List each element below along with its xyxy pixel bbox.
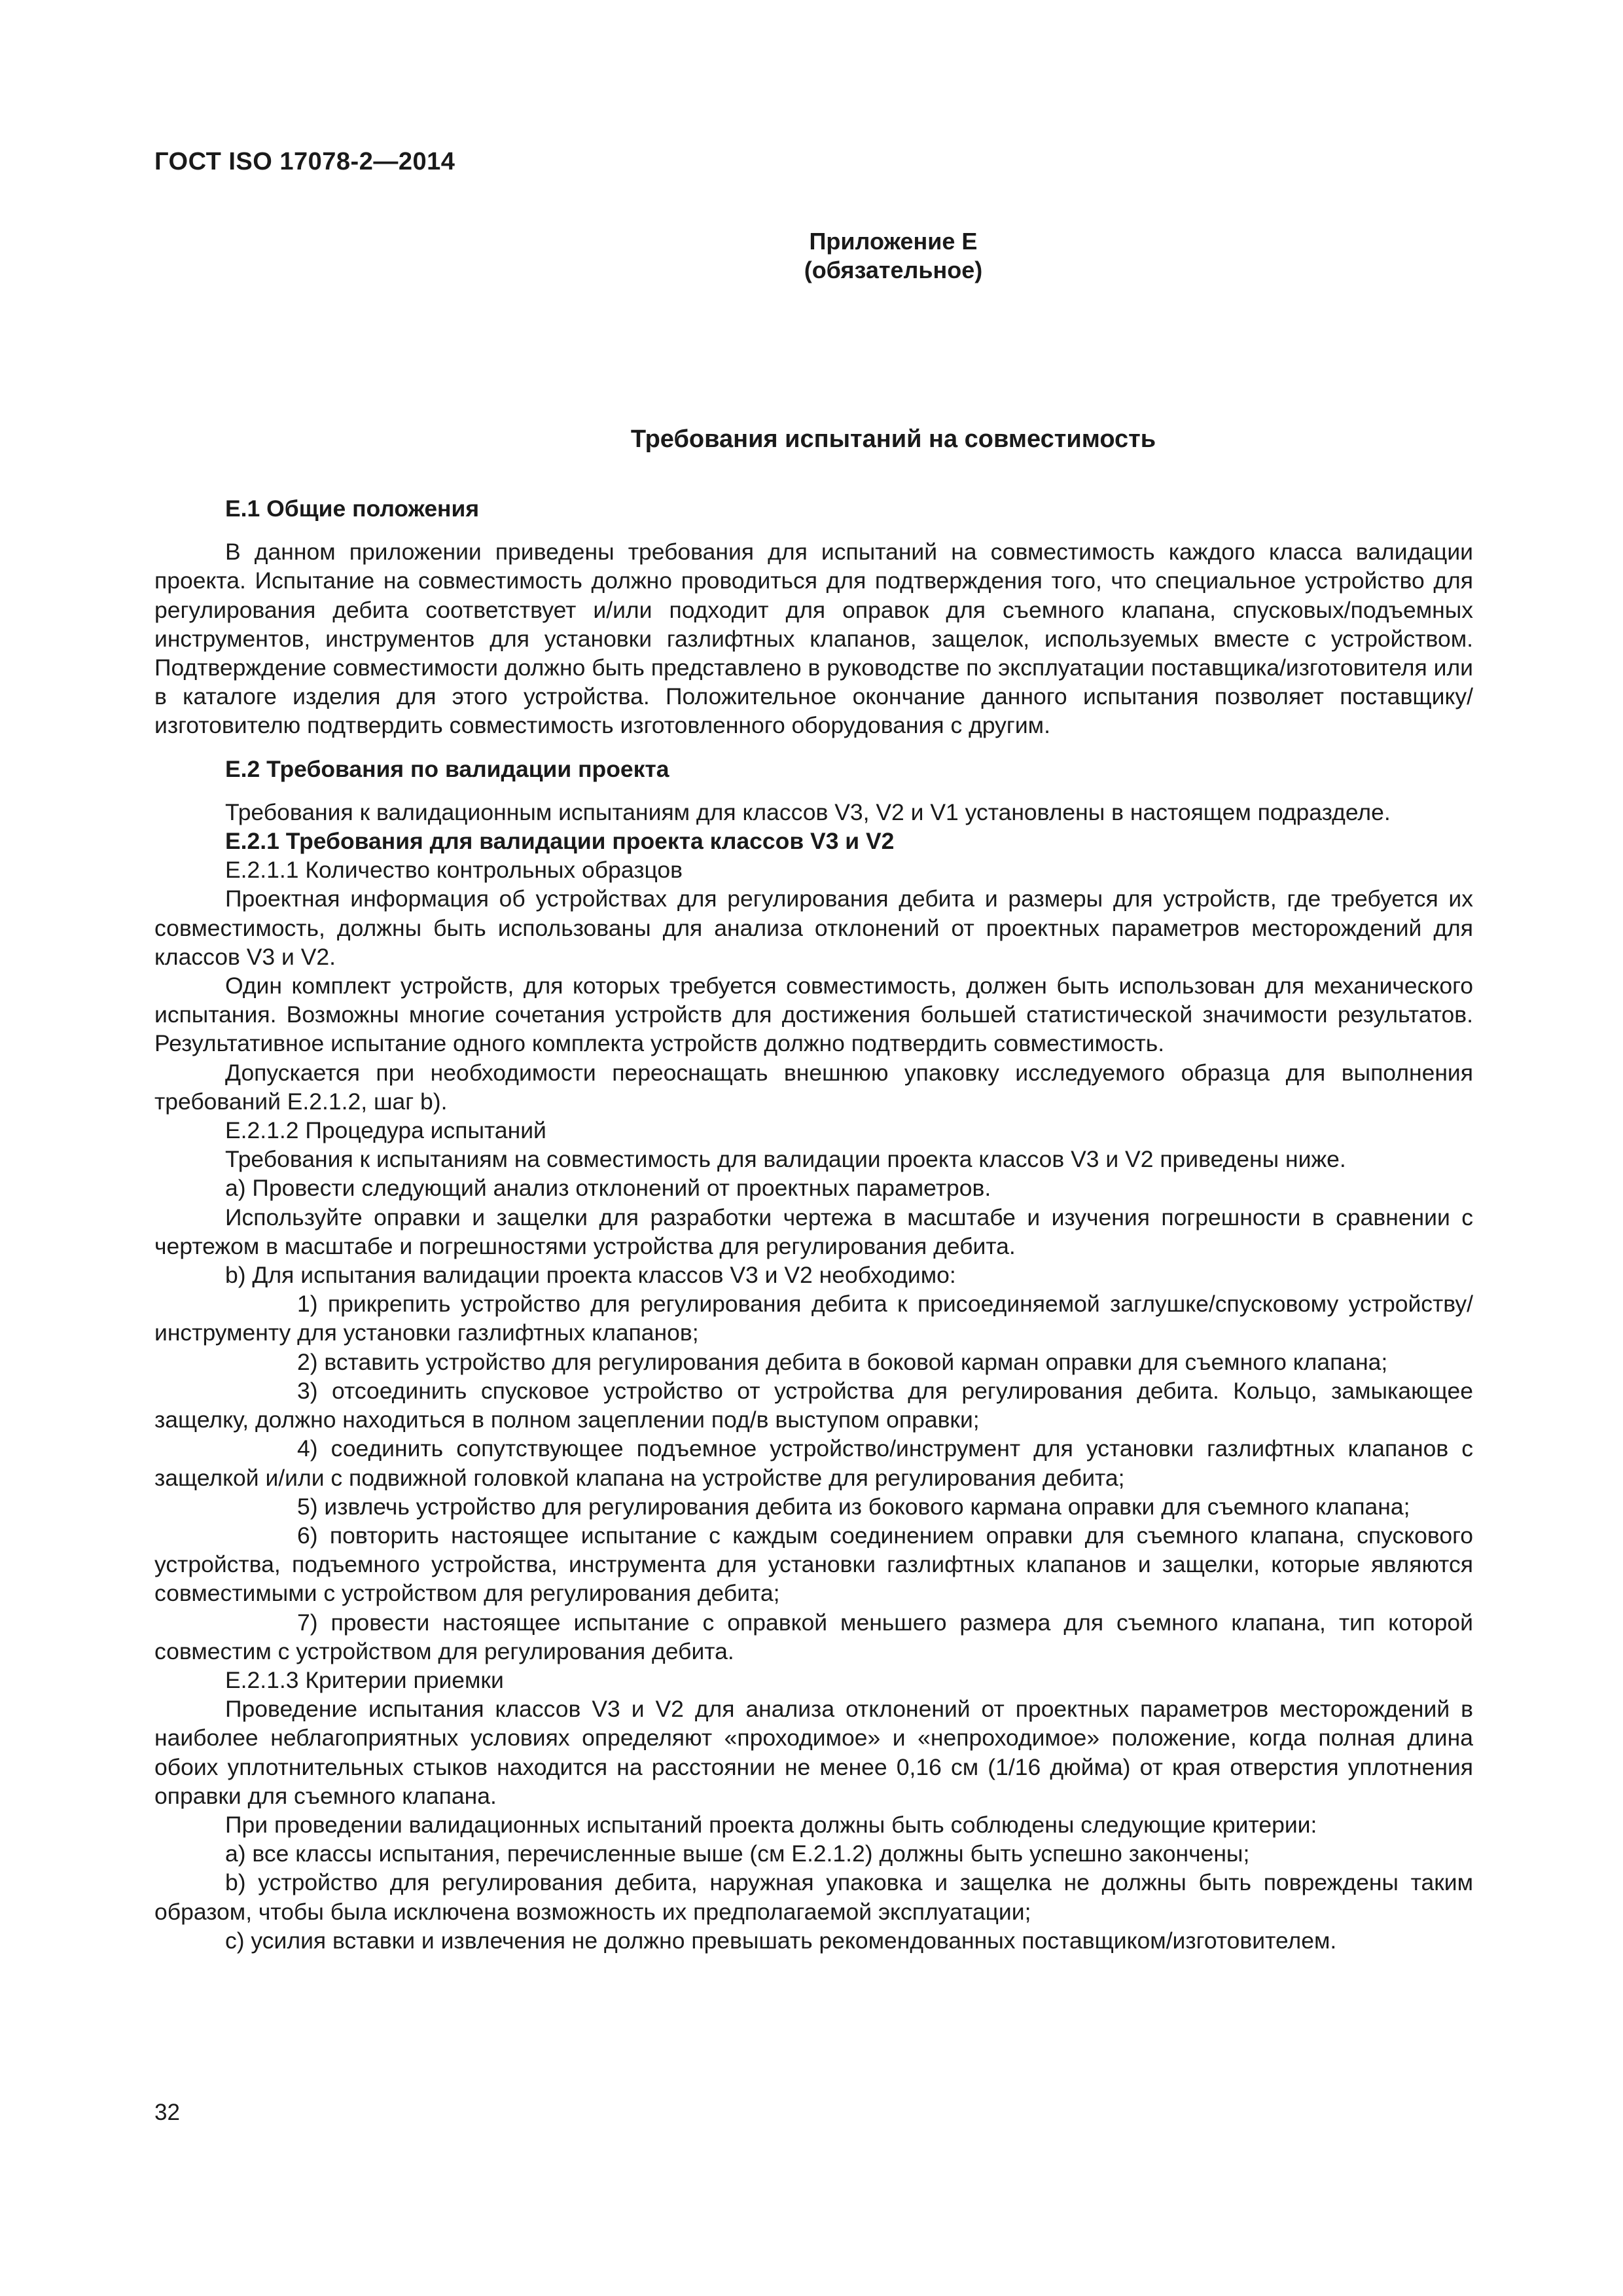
document-code-header: ГОСТ ISO 17078-2—2014 (154, 148, 455, 175)
annex-main-title: Требования испытаний на совместимость (630, 425, 1156, 453)
subsection-heading-e21: Е.2.1 Требования для валидации проекта классов V3 и V2 (225, 828, 895, 855)
paragraph-criteria-intro: При проведении валидационных испытаний проекта должны быть соблюдены следующие критерии: (225, 1811, 1317, 1838)
paragraph-device-set: Один комплект устройств, для которых требуется совместимость, должен быть использован для механического испытания. Возможны многие сочетания устройств для достижения большей статистической значимости результатов. Результативное испытание одного комплекта устройств должно подтвердить совместимость. (154, 973, 1473, 1057)
list-step-1: 1) прикрепить устройство для регулирования дебита к присоединяемой заглушке/спусковому устройству/инструменту для установки газлифтных клапанов; (154, 1291, 1473, 1346)
section-heading-e1: Е.1 Общие положения (225, 495, 480, 522)
list-step-7: 7) провести настоящее испытание с оправкой меньшего размера для съемного клапана, тип которой совместим с устройством для регулирования дебита. (154, 1609, 1473, 1664)
list-step-3: 3) отсоединить спусковое устройство от устройства для регулирования дебита. Кольцо, замыкающее защелку, должно находиться в полном зацеплении под/в выступом оправки; (154, 1377, 1473, 1433)
subsection-heading-e213: Е.2.1.3 Критерии приемки (225, 1666, 504, 1693)
criteria-item-c: с) усилия вставки и извлечения не должно превышать рекомендованных поставщиком/изготовителем. (225, 1927, 1337, 1954)
subsection-heading-e212: Е.2.1.2 Процедура испытаний (225, 1117, 546, 1144)
annex-status: (обязательное) (804, 257, 983, 283)
subsection-heading-e211: Е.2.1.1 Количество контрольных образцов (225, 857, 683, 884)
paragraph-drawing-analysis: Используйте оправки и защелки для разработки чертежа в масштабе и изучения погрешности в сравнении с чертежом в масштабе и погрешностями устройства для регулирования дебита. (154, 1204, 1473, 1259)
list-step-5: 5) извлечь устройство для регулирования дебита из бокового кармана оправки для съемного клапана; (297, 1493, 1410, 1520)
paragraph-design-info: Проектная информация об устройствах для регулирования дебита и размеры для устройств, где требуется их совместимость, должны быть использованы для анализа отклонений от проектных параметров месторождений для классов V3 и V2. (154, 886, 1473, 970)
list-step-2: 2) вставить устройство для регулирования дебита в боковой карман оправки для съемного клапана; (297, 1348, 1388, 1375)
list-step-6: 6) повторить настоящее испытание с каждым соединением оправки для съемного клапана, спускового устройства, подъемного устройства, инструмента для установки газлифтных клапанов и защелки, которые являются совместимыми с устройством для регулирования дебита; (154, 1522, 1473, 1607)
list-item-b: b) Для испытания валидации проекта классов V3 и V2 необходимо: (225, 1262, 956, 1289)
list-step-4: 4) соединить сопутствующее подъемное устройство/инструмент для установки газлифтных клапанов с защелкой и/или с подвижной головкой клапана на устройстве для регулирования дебита; (154, 1435, 1473, 1491)
paragraph-e1-general: В данном приложении приведены требования для испытаний на совместимость каждого класса валидации проекта. Испытание на совместимость должно проводиться для подтверждения того, что специальное устройство для регулирования дебита соответствует и/или подходит для оправок для съемного клапана, спусковых/подъемных инструментов, инструментов для установки газлифтных клапанов, защелок, используемых вместе с устройством. Подтверждение совместимости должно быть представлено в руководстве по эксплуатации поставщика/изготовителя или в каталоге изделия для этого устройства. Положительное окончание данного испытания позволяет поставщику/изготовителю подтвердить совместимость изготовленного оборудования с другим. (154, 539, 1473, 739)
criteria-item-a: а) все классы испытания, перечисленные выше (см Е.2.1.2) должны быть успешно закончены; (225, 1840, 1250, 1867)
paragraph-repackaging: Допускается при необходимости переоснащать внешнюю упаковку исследуемого образца для выполнения требований Е.2.1.2, шаг b). (154, 1059, 1473, 1115)
section-heading-e2: Е.2 Требования по валидации проекта (225, 755, 669, 782)
paragraph-test-requirements: Требования к испытаниям на совместимость для валидации проекта классов V3 и V2 приведены ниже. (225, 1146, 1346, 1173)
page-number: 32 (154, 2100, 180, 2125)
paragraph-acceptance-test: Проведение испытания классов V3 и V2 для анализа отклонений от проектных параметров месторождений в наиболее неблагоприятных условиях определяют «проходимое» и «непроходимое» положение, когда полная длина обоих уплотнительных стыков находится на расстоянии не менее 0,16 см (1/16 дюйма) от края отверстия уплотнения оправки для съемного клапана. (154, 1696, 1473, 1809)
list-item-a: а) Провести следующий анализ отклонений от проектных параметров. (225, 1175, 991, 1202)
document-body (154, 494, 1473, 1955)
annex-title: Приложение Е (809, 228, 978, 255)
paragraph-e2-intro: Требования к валидационным испытаниям для классов V3, V2 и V1 установлены в настоящем подразделе. (225, 798, 1391, 825)
criteria-item-b: b) устройство для регулирования дебита, наружная упаковка и защелка не должны быть повреждены таким образом, чтобы была исключена возможность их предполагаемой эксплуатации; (154, 1869, 1473, 1925)
